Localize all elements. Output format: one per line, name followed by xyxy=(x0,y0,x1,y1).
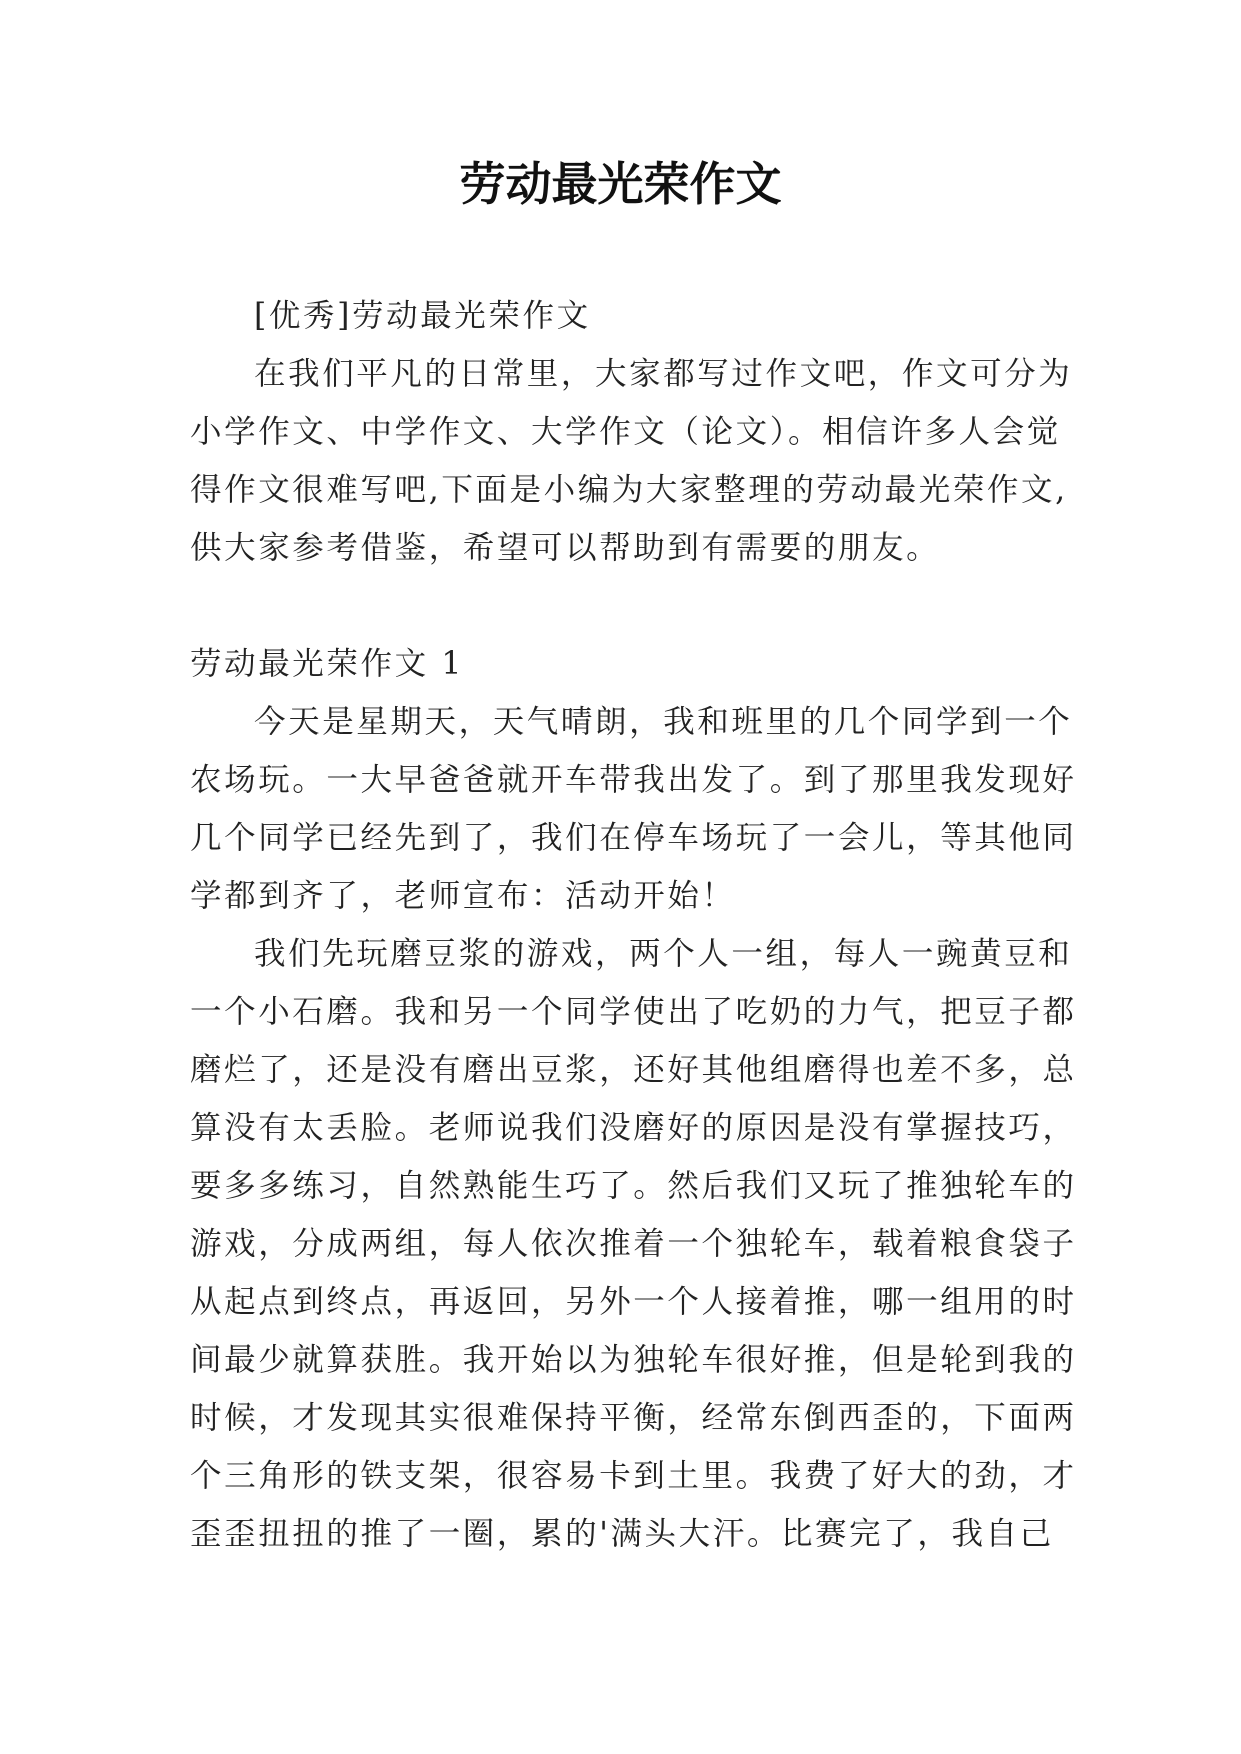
paragraph-line: 歪歪扭扭的推了一圈，累的'满头大汗。比赛完了，我自己 xyxy=(190,1516,1054,1552)
intro-paragraph-line: 得作文很难写吧,下面是小编为大家整理的劳动最光荣作文, xyxy=(190,472,1068,508)
intro-paragraph-line: 供大家参考借鉴，希望可以帮助到有需要的朋友。 xyxy=(190,530,941,566)
intro-paragraph-line: 小学作文、中学作文、大学作文（论文）。相信许多人会觉 xyxy=(190,414,1061,450)
paragraph-line: 间最少就算获胜。我开始以为独轮车很好推，但是轮到我的 xyxy=(190,1342,1077,1378)
intro-heading-line: [优秀]劳动最光荣作文 xyxy=(254,298,591,334)
paragraph-line: 磨烂了，还是没有磨出豆浆，还好其他组磨得也差不多，总 xyxy=(190,1052,1077,1088)
paragraph-line: 几个同学已经先到了，我们在停车场玩了一会儿，等其他同 xyxy=(190,820,1077,856)
paragraph-line: 学都到齐了，老师宣布：活动开始！ xyxy=(190,878,736,914)
paragraph-line: 一个小石磨。我和另一个同学使出了吃奶的力气，把豆子都 xyxy=(190,994,1077,1030)
paragraph-line: 我们先玩磨豆浆的游戏，两个人一组，每人一豌黄豆和 xyxy=(254,936,1073,972)
section-heading: 劳动最光荣作文 1 xyxy=(190,646,464,682)
paragraph-line: 时候，才发现其实很难保持平衡，经常东倒西歪的，下面两 xyxy=(190,1400,1077,1436)
paragraph-line: 游戏，分成两组，每人依次推着一个独轮车，载着粮食袋子 xyxy=(190,1226,1077,1262)
paragraph-line: 要多多练习，自然熟能生巧了。然后我们又玩了推独轮车的 xyxy=(190,1168,1077,1204)
paragraph-line: 农场玩。一大早爸爸就开车带我出发了。到了那里我发现好 xyxy=(190,762,1077,798)
paragraph-line: 算没有太丢脸。老师说我们没磨好的原因是没有掌握技巧， xyxy=(190,1110,1077,1146)
document-title: 劳动最光荣作文 xyxy=(459,157,782,211)
paragraph-line: 今天是星期天，天气晴朗，我和班里的几个同学到一个 xyxy=(254,704,1073,740)
paragraph-line: 从起点到终点，再返回，另外一个人接着推，哪一组用的时 xyxy=(190,1284,1077,1320)
intro-paragraph-line: 在我们平凡的日常里，大家都写过作文吧，作文可分为 xyxy=(254,356,1073,392)
paragraph-line: 个三角形的铁支架，很容易卡到土里。我费了好大的劲，才 xyxy=(190,1458,1077,1494)
